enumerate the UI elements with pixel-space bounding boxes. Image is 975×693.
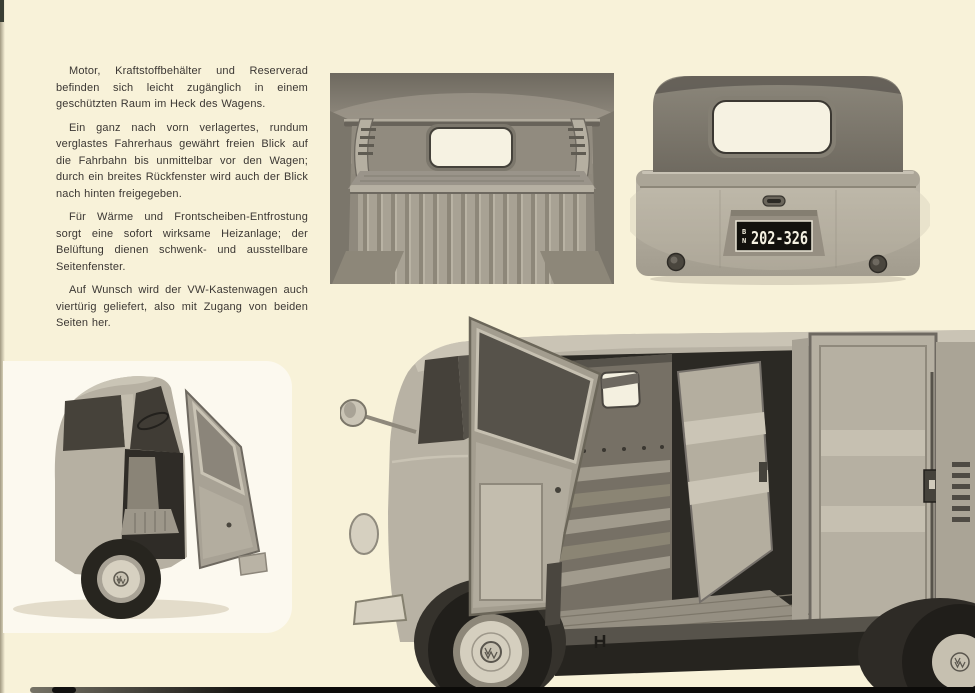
rear-window xyxy=(428,126,514,169)
cargo-interior-photo xyxy=(330,73,614,284)
headlight-icon xyxy=(350,514,378,554)
side-view-open-doors-photo xyxy=(340,312,975,693)
scan-artifact-top-left xyxy=(0,0,4,22)
plate-prefix-top: B xyxy=(742,228,747,236)
vw-logo-icon xyxy=(481,642,501,662)
rear-quarter-panel xyxy=(936,342,975,642)
license-plate xyxy=(723,210,825,256)
paragraph-heating: Für Wärme und Frontscheiben-Entfrostung sorgt eine sofort wirksame Heizanlage; der Belüftung dienen schwenk- und ausstellbare Seitenfenster. xyxy=(56,211,308,273)
windshield xyxy=(418,356,464,444)
tail-light-right-icon xyxy=(870,256,887,273)
paragraph-four-door-option: Auf Wunsch wird der VW-Kastenwagen auch viertürig geliefert, also mit Zugang von beiden Seiten her. xyxy=(56,284,308,329)
scan-artifact-bottom-edge xyxy=(30,687,975,693)
vw-logo-icon xyxy=(114,572,128,586)
paragraph-cab-visibility: Ein ganz nach vorn verlagertes, rundum verglastes Fahrerhaus gewährt freien Blick auf die Fahrbahn bis unmittelbar vor den Wagen; durch ein breites Rückfenster wird auch der Blick nach hinten freigegeben. xyxy=(56,121,308,200)
door-latch-icon xyxy=(759,462,767,482)
open-cab-door xyxy=(186,391,259,568)
front-wheel xyxy=(81,539,161,619)
plate-number: 202-326 xyxy=(751,228,808,249)
front-bumper xyxy=(239,553,267,575)
engine-lid-handle-icon xyxy=(763,196,785,206)
corrugated-bulkhead xyxy=(332,185,612,284)
cab-open-door-illustration xyxy=(3,361,292,633)
door-handle-icon xyxy=(227,523,232,528)
paragraph-engine-access: Motor, Kraftstoffbehälter und Reserverad befinden sich leicht zugänglich in einem geschützten Raum im Heck des Wagens. xyxy=(56,65,308,110)
rear-view-photo xyxy=(630,60,930,288)
tail-light-left-icon xyxy=(668,254,685,271)
body-text-column xyxy=(56,63,308,339)
open-rear-door xyxy=(810,334,940,632)
partition-window xyxy=(601,371,640,408)
cab-door-photo-card xyxy=(3,361,292,633)
front-bumper xyxy=(354,595,406,624)
plate-prefix-bottom: N xyxy=(742,237,747,245)
rear-window xyxy=(710,98,834,156)
scan-artifact-bottom-left xyxy=(52,687,76,693)
rear-view-illustration xyxy=(630,60,930,288)
door-handle-icon xyxy=(555,487,561,493)
vw-logo-icon xyxy=(951,653,969,671)
cargo-interior-illustration xyxy=(330,73,614,284)
cab-side-window xyxy=(63,395,125,451)
side-view-illustration xyxy=(340,312,975,693)
